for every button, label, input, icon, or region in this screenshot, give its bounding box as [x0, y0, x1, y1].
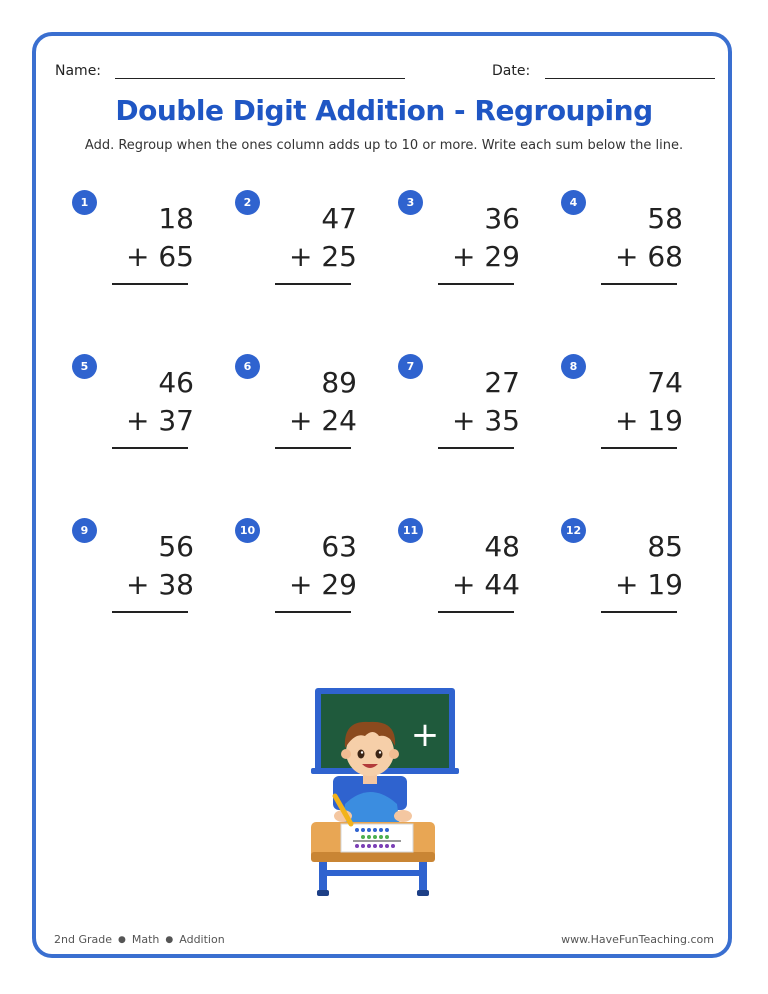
name-field[interactable] [55, 63, 405, 79]
problem-number-badge: 7 [398, 354, 423, 379]
date-label: Date: [492, 63, 531, 79]
problem-7 [398, 354, 528, 464]
paper [341, 824, 413, 852]
problem-number-badge: 9 [72, 518, 97, 543]
problem-6 [235, 354, 365, 464]
problem-number-badge: 10 [235, 518, 260, 543]
problem-3 [398, 190, 528, 300]
instructions: Add. Regroup when the ones column adds up to 10 or more. Write each sum below the line. [84, 138, 684, 153]
problem-number-badge: 12 [561, 518, 586, 543]
problem-number-badge: 11 [398, 518, 423, 543]
answer-line [601, 283, 677, 285]
bullet-icon: ● [165, 935, 174, 945]
addend-bottom: + 68 [615, 240, 683, 273]
answer-line [601, 447, 677, 449]
answer-line [438, 611, 514, 613]
bullet-icon: ● [118, 935, 126, 945]
addend-bottom: + 37 [126, 404, 194, 437]
answer-line [275, 283, 351, 285]
problem-1 [72, 190, 202, 300]
addend-top: 74 [647, 366, 683, 399]
footer-grade: 2nd Grade [54, 933, 112, 946]
addend-bottom: + 19 [615, 568, 683, 601]
answer-line [438, 447, 514, 449]
addend-top: 46 [158, 366, 194, 399]
date-line[interactable] [545, 78, 715, 79]
addend-top: 89 [321, 366, 357, 399]
problem-number-badge: 5 [72, 354, 97, 379]
answer-line [112, 611, 188, 613]
plus-symbol: + [410, 715, 440, 755]
answer-line [275, 447, 351, 449]
answer-line [275, 611, 351, 613]
addend-top: 36 [484, 202, 520, 235]
problem-number-badge: 8 [561, 354, 586, 379]
problem-number-badge: 2 [235, 190, 260, 215]
footer-topic: Addition [179, 933, 225, 946]
problem-number-badge: 6 [235, 354, 260, 379]
footer-website[interactable]: www.HaveFunTeaching.com [561, 933, 714, 946]
page-title: Double Digit Addition - Regrouping [115, 94, 653, 127]
answer-line [601, 611, 677, 613]
problem-2 [235, 190, 365, 300]
addend-top: 63 [321, 530, 357, 563]
addend-top: 48 [484, 530, 520, 563]
problem-10 [235, 518, 365, 628]
footer-tags [54, 933, 225, 946]
problem-4 [561, 190, 691, 300]
answer-line [438, 283, 514, 285]
addend-top: 56 [158, 530, 194, 563]
addend-bottom: + 25 [289, 240, 357, 273]
addend-bottom: + 35 [452, 404, 520, 437]
problem-12 [561, 518, 691, 628]
problem-8 [561, 354, 691, 464]
problem-11 [398, 518, 528, 628]
name-label: Name: [55, 63, 102, 79]
problem-5 [72, 354, 202, 464]
addend-bottom: + 65 [126, 240, 194, 273]
problem-9 [72, 518, 202, 628]
addend-bottom: + 38 [126, 568, 194, 601]
addend-top: 85 [647, 530, 683, 563]
footer-subject: Math [131, 933, 160, 946]
addend-bottom: + 29 [289, 568, 357, 601]
addend-top: 47 [321, 202, 357, 235]
addend-bottom: + 19 [615, 404, 683, 437]
addend-top: 58 [647, 202, 683, 235]
addend-top: 27 [484, 366, 520, 399]
answer-line [112, 447, 188, 449]
addend-bottom: + 29 [452, 240, 520, 273]
addend-bottom: + 44 [452, 568, 520, 601]
addend-bottom: + 24 [289, 404, 357, 437]
boy-at-desk-illustration [305, 684, 465, 899]
addend-top: 18 [158, 202, 194, 235]
date-field[interactable] [492, 63, 715, 79]
problem-number-badge: 3 [398, 190, 423, 215]
name-line[interactable] [115, 78, 405, 79]
problem-number-badge: 1 [72, 190, 97, 215]
problem-number-badge: 4 [561, 190, 586, 215]
answer-line [112, 283, 188, 285]
